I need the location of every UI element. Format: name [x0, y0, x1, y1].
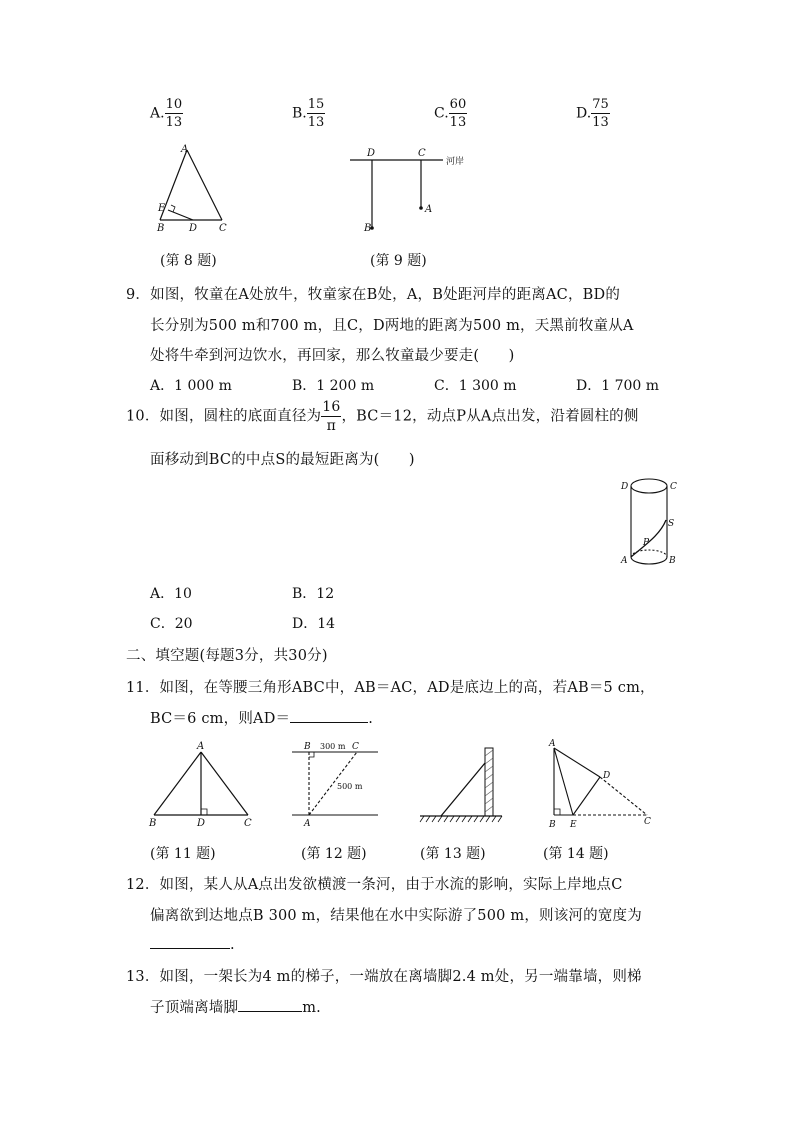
fig9-point-a — [419, 206, 423, 210]
fig8-label-a: A — [181, 144, 189, 155]
fig8-label-b: B — [157, 223, 165, 234]
fig11-label-d: D — [197, 818, 206, 829]
q8-option-d: D. $\frac{75}{13}$ — [576, 97, 609, 130]
fig8-caption: (第 8 题) — [160, 253, 217, 269]
fig9-label-a: A — [425, 204, 433, 215]
fig12-label-c: C — [352, 742, 359, 752]
fig13-wall-ladder — [420, 748, 502, 822]
q10-line-2: 面移动到BC的中点S的最短距离为( ) — [150, 452, 415, 468]
fig11-caption: (第 11 题) — [150, 846, 216, 862]
fig14-label-c: C — [644, 817, 651, 827]
fig9-label-c: C — [418, 148, 426, 159]
fig14-label-e: E — [570, 820, 577, 830]
fig10-label-d: D — [621, 482, 629, 492]
fig14-label-d: D — [603, 771, 611, 781]
fig8-label-d: D — [189, 223, 198, 234]
q13-line-1: 13．如图，一架长为4 m的梯子，一端放在离墙脚2.4 m处，另一端靠墙，则梯 — [126, 969, 642, 985]
section-2-title: 二、填空题(每题3分，共30分) — [126, 648, 328, 664]
q10-option-a: A．10 — [150, 586, 192, 602]
q10-option-c: C．20 — [150, 616, 193, 632]
q8-option-c: C. $\frac{60}{13}$ — [434, 97, 467, 130]
q8-option-a: A. $\frac{10}{13}$ — [150, 97, 183, 130]
fig14-label-b: B — [549, 820, 556, 830]
fig11-label-c: C — [244, 818, 252, 829]
q12-line-2: 偏离欲到达地点B 300 m，结果他在水中实际游了500 m，则该河的宽度为 — [150, 908, 642, 924]
fig9-label-bank: 河岸 — [446, 157, 465, 167]
fig8-label-e: E — [158, 203, 166, 214]
fig12-caption: (第 12 题) — [301, 846, 367, 862]
fig12-label-b: B — [304, 742, 311, 752]
q8-option-b: B. $\frac{15}{13}$ — [292, 97, 325, 130]
q9-option-c: C．1 300 m — [434, 378, 517, 394]
fig8-segment-ed — [168, 210, 193, 220]
q11-line-1: 11．如图，在等腰三角形ABC中，AB＝AC，AD是底边上的高，若AB＝5 cm， — [126, 680, 655, 696]
fig9-caption: (第 9 题) — [370, 253, 427, 269]
q13-answer-blank[interactable] — [238, 997, 302, 1012]
fig10-label-p: P — [643, 538, 650, 548]
fig14-label-a: A — [549, 739, 556, 749]
fig10-label-c: C — [670, 482, 677, 492]
fig9-label-d: D — [367, 148, 376, 159]
q9-line-3: 处将牛牵到河边饮水，再回家，那么牧童最少要走( ) — [150, 348, 515, 364]
q10-line-1: 10．如图，圆柱的底面直径为 $\frac{16}{\pi}$ ，BC＝12，动点P从A点出发，沿着圆柱的侧 — [126, 399, 639, 434]
fig11-label-b: B — [149, 818, 157, 829]
q9-option-a: A．1 000 m — [150, 378, 232, 394]
q11-line-2: BC＝6 cm，则AD＝ . — [150, 707, 373, 728]
fig14-caption: (第 14 题) — [543, 846, 609, 862]
fig10-label-a: A — [621, 556, 628, 566]
fig12-label-500m: 500 m — [337, 782, 363, 791]
q9-line-1: 9．如图，牧童在A处放牛，牧童家在B处，A，B处距河岸的距离AC，BD的 — [126, 287, 621, 303]
q13-line-2: 子顶端离墙脚 m. — [150, 996, 321, 1017]
fig10-cylinder — [631, 479, 667, 564]
q11-answer-blank[interactable] — [290, 708, 368, 723]
fig8-label-c: C — [219, 223, 227, 234]
q10-option-b: B．12 — [292, 586, 335, 602]
fig9-label-b: B — [364, 223, 372, 234]
fig12-label-300m: 300 m — [320, 742, 346, 751]
q12-answer-blank[interactable] — [150, 934, 230, 949]
q10-option-d: D．14 — [292, 616, 336, 632]
fig10-label-b: B — [669, 556, 676, 566]
fig11-label-a: A — [197, 741, 205, 752]
fig13-caption: (第 13 题) — [420, 846, 486, 862]
q9-line-2: 长分别为500 m和700 m，且C，D两地的距离为500 m，天黑前牧童从A — [150, 318, 634, 334]
q9-option-b: B．1 200 m — [292, 378, 375, 394]
q12-line-1: 12．如图，某人从A点出发欲横渡一条河，由于水流的影响，实际上岸地点C — [126, 877, 623, 893]
q9-option-d: D．1 700 m — [576, 378, 660, 394]
fig12-label-a: A — [304, 819, 311, 829]
q12-line-3: . — [150, 934, 235, 953]
fig8-side-ac — [187, 150, 222, 220]
fig10-label-s: S — [668, 519, 675, 529]
